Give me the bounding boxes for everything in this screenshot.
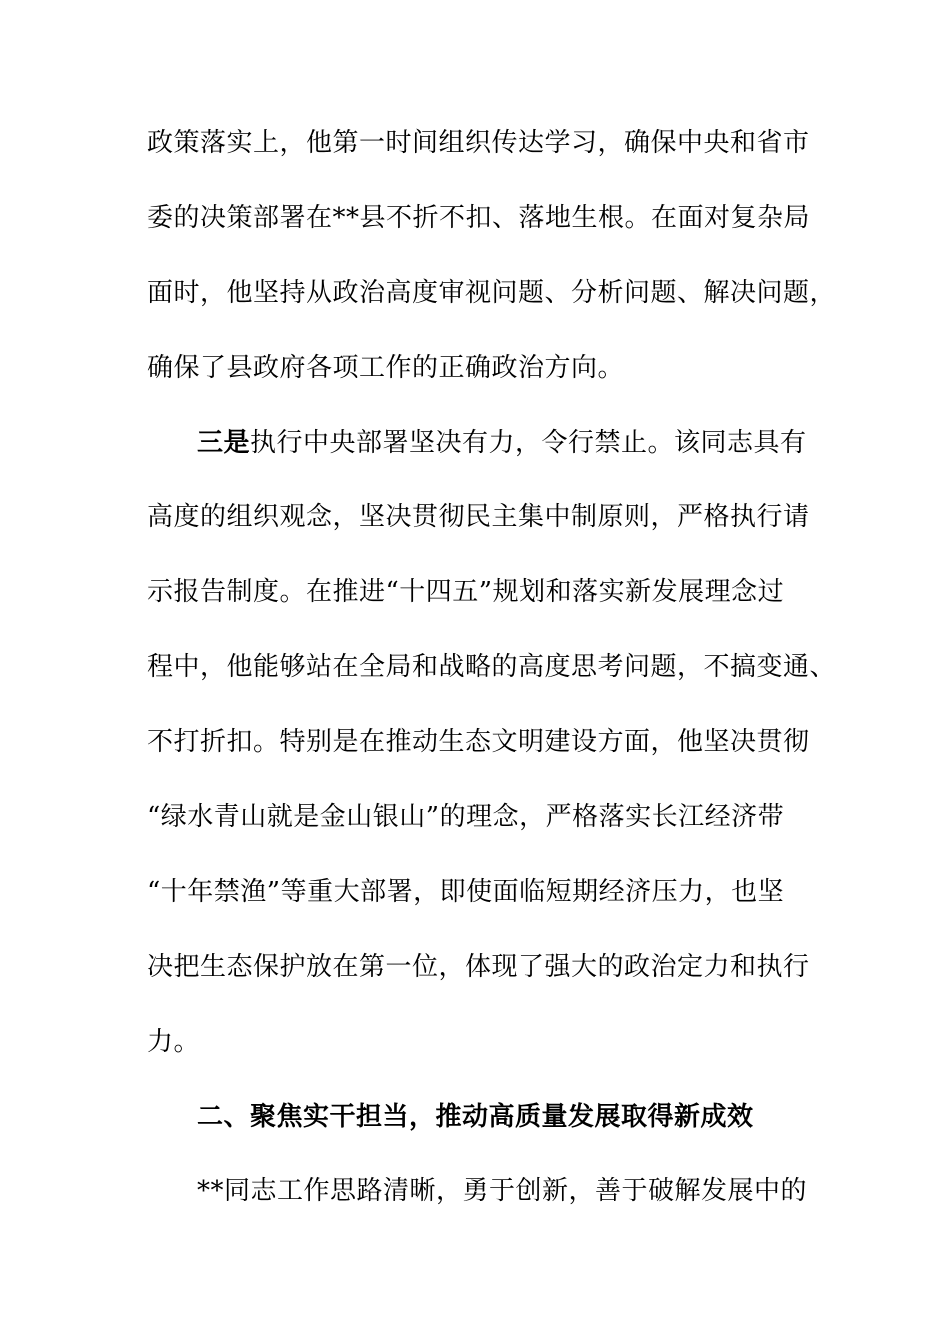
paragraph-line: 决把生态保护放在第一位，体现了强大的政治定力和执行 bbox=[147, 951, 810, 982]
paragraph-line-rest: 执行中央部署坚决有力，令行禁止。该同志具有 bbox=[250, 427, 807, 458]
paragraph-lead-bold: 三是 bbox=[197, 427, 251, 458]
section-heading: 二、聚焦实干担当，推动高质量发展取得新成效 bbox=[197, 1101, 754, 1132]
document-body bbox=[147, 106, 837, 1229]
paragraph-line: 确保了县政府各项工作的正确政治方向。 bbox=[147, 352, 625, 383]
paragraph-first-line bbox=[147, 406, 827, 481]
paragraph-line: 政策落实上，他第一时间组织传达学习，确保中央和省市 bbox=[147, 128, 810, 158]
paragraph-line: 力。 bbox=[147, 1026, 201, 1057]
paragraph-line: “十年禁渔”等重大部署，即使面临短期经济压力，也坚 bbox=[147, 876, 785, 907]
paragraph-line: 程中，他能够站在全局和战略的高度思考问题，不搞变通、 bbox=[147, 652, 837, 683]
paragraph-line: 面时，他坚持从政治高度审视问题、分析问题、解决问题， bbox=[147, 277, 837, 308]
paragraph-line: 示报告制度。在推进“十四五”规划和落实新发展理念过 bbox=[147, 577, 785, 608]
paragraph-line: 高度的组织观念，坚决贯彻民主集中制原则，严格执行请 bbox=[147, 502, 810, 533]
paragraph-first-line: **同志工作思路清晰，勇于创新，善于破解发展中的 bbox=[197, 1176, 808, 1207]
paragraph-line: 委的决策部署在**县不折不扣、落地生根。在面对复杂局 bbox=[147, 202, 811, 233]
paragraph-line: 不打折扣。特别是在推动生态文明建设方面，他坚决贯彻 bbox=[147, 727, 810, 758]
paragraph-line: “绿水青山就是金山银山”的理念，严格落实长江经济带 bbox=[147, 802, 785, 833]
